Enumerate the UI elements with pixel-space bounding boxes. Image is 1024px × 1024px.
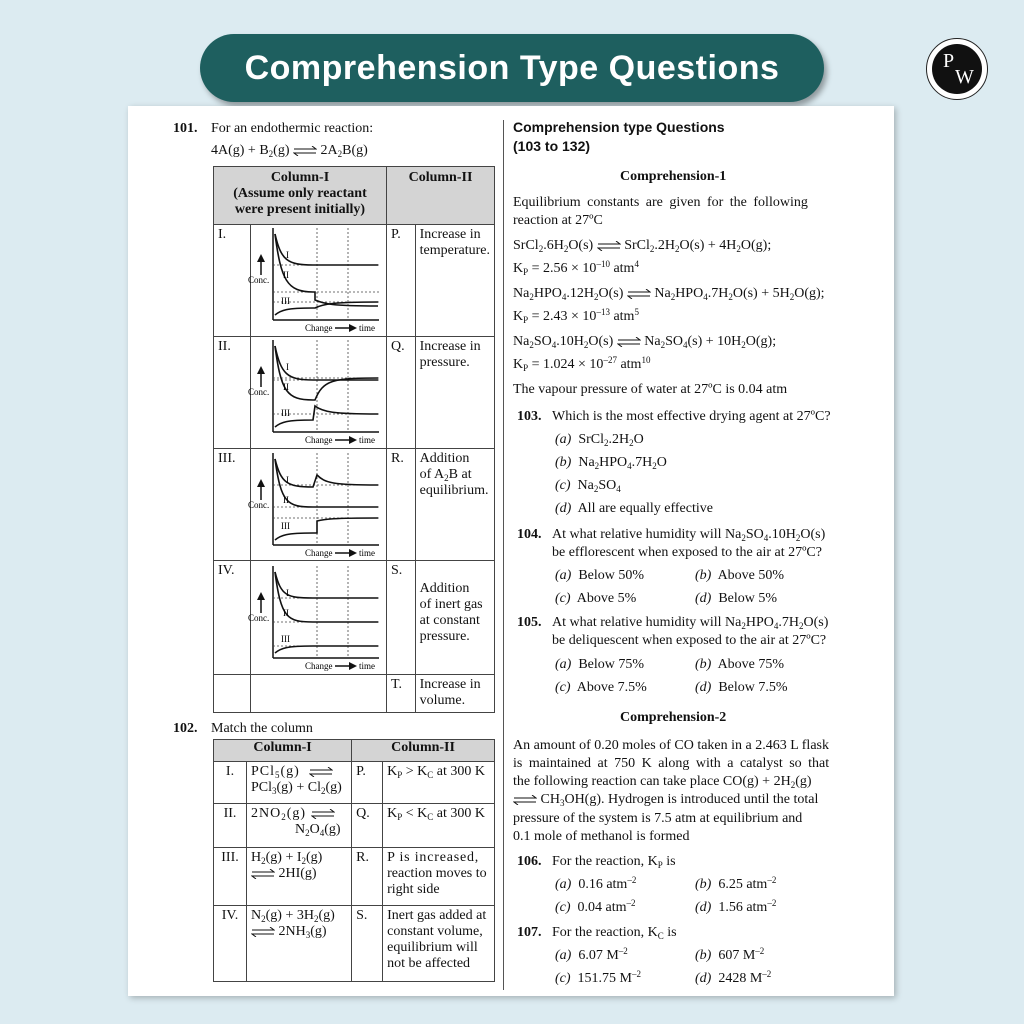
- q104-option-c[interactable]: (c) Above 5%: [555, 591, 637, 606]
- curve-i: [275, 346, 378, 400]
- q102-match-table: [213, 739, 495, 982]
- table-row: IV. $N_2(g) + 3H_2(g)$ $2NH_3(g)$ S. Inert gas added at constant volume, equilibrium will not be affected: [214, 906, 495, 982]
- curve-i: [275, 572, 378, 598]
- label-i: I: [286, 362, 289, 372]
- banner-title: Comprehension Type Questions: [244, 48, 780, 87]
- up-arrow-head-icon: [257, 479, 265, 487]
- q105-option-d[interactable]: (d) Below 7.5%: [695, 680, 788, 695]
- comp2-line-2: is maintained at 750 K along with a catalyst so that: [513, 756, 830, 771]
- conc-label: Conc.: [248, 613, 270, 623]
- kp-1: $K_P = 2.56 \times 10^{-10}$ atm$^4$: [513, 259, 639, 277]
- q106-option-b[interactable]: (b) 6.25 atm$^{-2}$: [695, 875, 777, 892]
- q102-col1-header: Column-I: [214, 740, 352, 762]
- change-label: Change: [305, 323, 333, 333]
- q106-option-a[interactable]: (a) 0.16 atm$^{-2}$: [555, 875, 637, 892]
- comp2-line-3: the following reaction can take place $CO(g) + 2H_2(g)$: [513, 774, 812, 790]
- change-label: Change: [305, 548, 333, 558]
- table-row: T. Increase in volume.: [214, 675, 495, 713]
- curve-iii: [275, 518, 378, 540]
- q105-option-c[interactable]: (c) Above 7.5%: [555, 680, 647, 695]
- section-title: Comprehension type Questions: [513, 119, 725, 135]
- q103-option-b[interactable]: (b) $Na_2HPO_4.7H_2O$: [555, 455, 667, 471]
- up-arrow-head-icon: [257, 254, 265, 262]
- curve-i: [275, 234, 378, 306]
- pw-logo: P W: [926, 38, 988, 100]
- reaction-2: $Na_2HPO_4.12H_2O(s) Na_2HPO_4.7H_2O(s) + 5H_2O(g)$;: [513, 286, 825, 302]
- comp1-intro-1: Equilibrium constants are given for the following: [513, 195, 808, 210]
- q102-number: 102.: [173, 721, 198, 736]
- conc-label: Conc.: [248, 387, 270, 397]
- table-row: III. R. Addition of $A_2B$ at equilibrium.: [214, 449, 495, 561]
- q101-col2-header: Column-II: [386, 167, 494, 225]
- reaction-3: $Na_2SO_4.10H_2O(s) Na_2SO_4(s) + 10H_2O(g)$;: [513, 334, 777, 350]
- time-label: time: [359, 435, 375, 445]
- q105-number: 105.: [517, 615, 542, 630]
- table-row: II. Q. Increase in pressure.: [214, 337, 495, 449]
- comprehension-1-heading: Comprehension-1: [620, 169, 727, 184]
- comp2-line-4: pressure of the system is 7.5 atm at equilibrium and: [513, 811, 803, 826]
- curve-ii: [275, 572, 378, 622]
- q101-reaction: $4A(g) + B_2(g)$ $2A_2B(g)$: [211, 143, 368, 159]
- label-ii: II: [283, 382, 289, 392]
- q103-number: 103.: [517, 409, 542, 424]
- q104-number: 104.: [517, 527, 542, 542]
- q104-option-d[interactable]: (d) Below 5%: [695, 591, 778, 606]
- q104-option-b[interactable]: (b) Above 50%: [695, 568, 785, 583]
- table-row: I. P. Increase in temperature.: [214, 225, 495, 337]
- q105-option-a[interactable]: (a) Below 75%: [555, 657, 645, 672]
- q107-option-a[interactable]: (a) 6.07 $M^{-2}$: [555, 946, 628, 963]
- q104-text-2: be efflorescent when exposed to the air at 27ºC?: [552, 545, 822, 560]
- vapour-pressure: The vapour pressure of water at 27ºC is 0.04 atm: [513, 382, 788, 397]
- q105-option-b[interactable]: (b) Above 75%: [695, 657, 785, 672]
- q101-text: For an endothermic reaction:: [211, 121, 374, 136]
- q104-text: At what relative humidity will $Na_2SO_4.10H_2O(s)$: [552, 527, 826, 543]
- q107-text: For the reaction, $K_C$ is: [552, 925, 677, 941]
- label-iii: III: [281, 521, 290, 531]
- q104-option-a[interactable]: (a) Below 50%: [555, 568, 645, 583]
- kp-3: $K_P = 1.024 \times 10^{-27}$ atm$^{10}$: [513, 355, 651, 373]
- curve-i: [275, 459, 378, 487]
- q107-option-d[interactable]: (d) 2428 $M^{-2}$: [695, 969, 772, 986]
- table-row: IV. S. Addition of inert gas at constant pressure.: [214, 561, 495, 675]
- up-arrow-head-icon: [257, 366, 265, 374]
- q106-option-d[interactable]: (d) 1.56 atm$^{-2}$: [695, 898, 777, 915]
- comprehension-2-heading: Comprehension-2: [620, 710, 727, 725]
- right-arrow-head-icon: [349, 662, 357, 670]
- label-iii: III: [281, 634, 290, 644]
- q106-number: 106.: [517, 854, 542, 869]
- q107-number: 107.: [517, 925, 542, 940]
- label-i: I: [286, 475, 289, 485]
- change-label: Change: [305, 435, 333, 445]
- time-label: time: [359, 661, 375, 671]
- conc-label: Conc.: [248, 500, 270, 510]
- q106-text: For the reaction, $K_P$ is: [552, 854, 676, 870]
- curve-iii: [275, 406, 378, 427]
- q102-text: Match the column: [211, 721, 313, 736]
- comp2-line-5: 0.1 mole of methanol is formed: [513, 829, 690, 844]
- comp1-intro-2: reaction at 27ºC: [513, 213, 603, 228]
- time-label: time: [359, 548, 375, 558]
- q107-option-c[interactable]: (c) 151.75 $M^{-2}$: [555, 969, 641, 986]
- q102-col2-header: Column-II: [352, 740, 495, 762]
- label-ii: II: [283, 608, 289, 618]
- curve-ii: [275, 346, 378, 380]
- q103-option-a[interactable]: (a) $SrCl_2.2H_2O$: [555, 432, 644, 448]
- label-i: I: [286, 250, 289, 260]
- reaction-1: $SrCl_2.6H_2O(s)$ $SrCl_2.2H_2O(s) + 4H_2O(g)$;: [513, 238, 772, 254]
- curve-ii: [275, 234, 378, 265]
- comp2-line-3b: $CH_3OH(g)$. Hydrogen is introduced until the total: [513, 791, 818, 808]
- table-row: I. PCl$_5$(g) $PCl_3(g) + Cl_2(g)$ P. $K_P > K_C$ at 300 K: [214, 762, 495, 804]
- table-row: III. $H_2(g) + I_2(g)$ 2HI(g) R. P is increased, reaction moves to right side: [214, 848, 495, 906]
- q106-option-c[interactable]: (c) 0.04 atm$^{-2}$: [555, 898, 636, 915]
- label-iii: III: [281, 408, 290, 418]
- section-range: (103 to 132): [513, 138, 591, 154]
- right-arrow-head-icon: [349, 436, 357, 444]
- kp-2: $K_P = 2.43 \times 10^{-13}$ atm$^5$: [513, 307, 639, 325]
- label-ii: II: [283, 270, 289, 280]
- label-i: I: [286, 588, 289, 598]
- q101-number: 101.: [173, 121, 198, 136]
- change-label: Change: [305, 661, 333, 671]
- label-iii: III: [281, 296, 290, 306]
- table-row: II. $2NO_2(g)$ $N_2O_4(g)$ Q. $K_P < K_C$ at 300 K: [214, 804, 495, 848]
- right-arrow-head-icon: [349, 324, 357, 332]
- q107-option-b[interactable]: (b) 607 $M^{-2}$: [695, 946, 765, 963]
- curve-iii: [275, 646, 378, 653]
- time-label: time: [359, 323, 375, 333]
- comp2-line-1: An amount of 0.20 moles of CO taken in a 2.463 L flask: [513, 738, 829, 753]
- q103-text: Which is the most effective drying agent at 27ºC?: [552, 409, 831, 424]
- q101-col1-header: Column-I (Assume only reactant were present initially): [214, 167, 387, 225]
- label-ii: II: [283, 495, 289, 505]
- q105-text: At what relative humidity will $Na_2HPO_4.7H_2O(s)$: [552, 615, 829, 631]
- q103-option-d[interactable]: (d) All are equally effective: [555, 501, 713, 516]
- q105-text-2: be deliquescent when exposed to the air at 27ºC?: [552, 633, 827, 648]
- curve-iii: [275, 302, 378, 315]
- curve-ii: [275, 459, 378, 507]
- up-arrow-head-icon: [257, 592, 265, 600]
- conc-label: Conc.: [248, 275, 270, 285]
- right-arrow-head-icon: [349, 549, 357, 557]
- q103-option-c[interactable]: (c) $Na_2SO_4$: [555, 478, 621, 494]
